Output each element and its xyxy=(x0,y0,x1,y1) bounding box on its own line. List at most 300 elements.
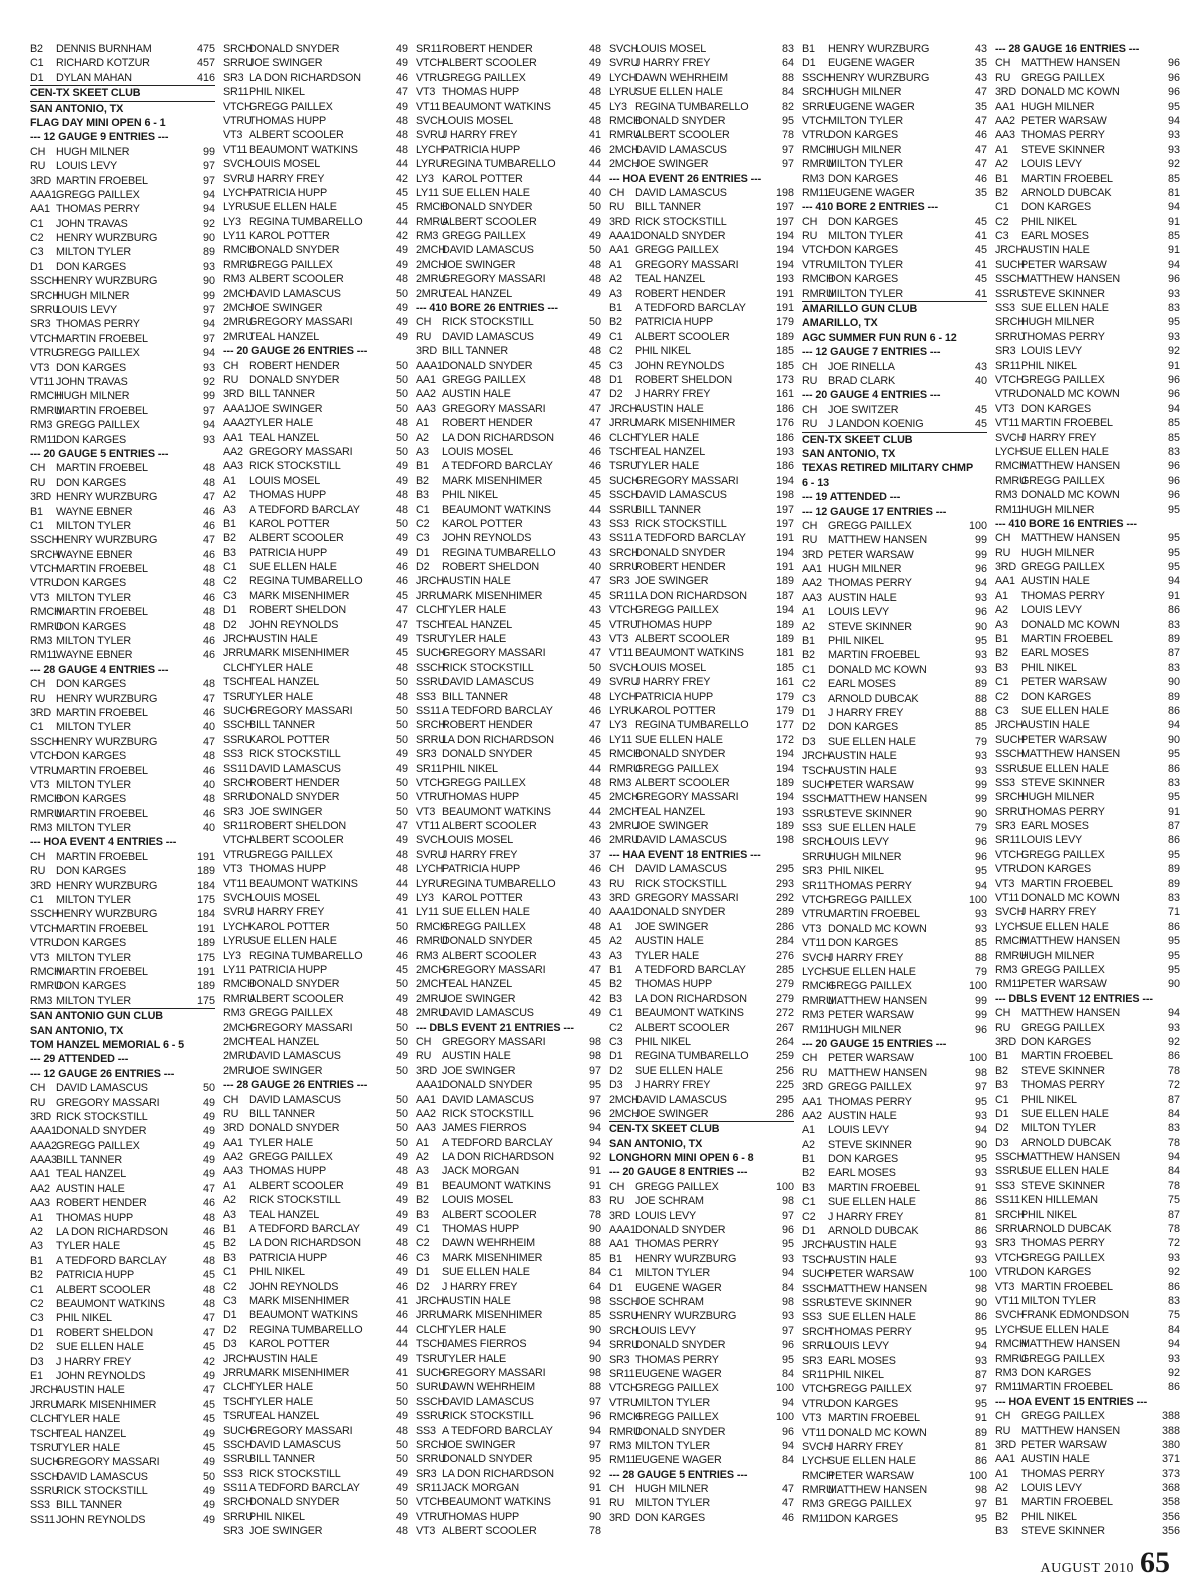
shooter-name: REGINA TUMBARELLO xyxy=(635,100,749,113)
score: 93 xyxy=(1167,1352,1180,1365)
shooter-name: EUGENE WAGER xyxy=(828,57,915,70)
class-code: SS3 xyxy=(802,1311,822,1324)
score: 40 xyxy=(974,374,987,387)
shooter-name: AUSTIN HALE xyxy=(442,575,511,588)
score: 46 xyxy=(202,1226,215,1239)
shooter-name: DONALD SNYDER xyxy=(249,978,340,991)
class-code: RU xyxy=(802,230,818,243)
section-heading: SAN ANTONIO, TX xyxy=(30,102,124,115)
shooter-name: DONALD SNYDER xyxy=(635,546,726,559)
class-code: SVCH xyxy=(609,661,639,674)
shooter-name: AUSTIN HALE xyxy=(442,388,511,401)
score: 45 xyxy=(395,647,408,660)
score: 45 xyxy=(588,489,601,502)
class-code: 3RD xyxy=(995,561,1016,574)
score: 96 xyxy=(974,850,987,863)
class-code: RM11 xyxy=(30,433,58,446)
score: 256 xyxy=(775,1064,794,1077)
score: 86 xyxy=(1167,1381,1180,1394)
result-row xyxy=(30,217,215,231)
result-row xyxy=(223,1395,408,1409)
result-row xyxy=(416,215,601,229)
class-code: VTCH xyxy=(30,563,59,576)
class-code: SSRU xyxy=(995,287,1025,300)
results-column xyxy=(30,42,215,1552)
result-row xyxy=(30,505,215,519)
class-code: VT11 xyxy=(609,647,634,660)
shooter-name: MARK MISENHIMER xyxy=(56,1398,157,1411)
class-code: RU xyxy=(802,374,818,387)
section-heading: --- 20 GAUGE 26 ENTRIES --- xyxy=(223,345,368,358)
shooter-name: HUGH MILNER xyxy=(1021,791,1095,804)
result-row xyxy=(223,1035,408,1049)
result-row xyxy=(30,850,215,864)
shooter-name: PETER WARSAW xyxy=(828,1469,914,1482)
result-row xyxy=(609,1107,794,1122)
score: 98 xyxy=(781,1195,794,1208)
result-row xyxy=(30,1153,215,1167)
result-row xyxy=(995,1467,1180,1481)
result-row xyxy=(609,1223,794,1237)
result-row xyxy=(416,459,601,473)
score: 48 xyxy=(202,1297,215,1310)
result-row xyxy=(802,821,987,835)
result-row xyxy=(609,431,794,445)
shooter-name: THOMAS HUPP xyxy=(249,489,326,502)
score: 49 xyxy=(395,1179,408,1192)
score: 44 xyxy=(395,1323,408,1336)
result-row xyxy=(802,792,987,806)
shooter-name: GREGORY MASSARI xyxy=(56,1096,160,1109)
result-row xyxy=(802,519,987,533)
score: 175 xyxy=(196,994,215,1007)
shooter-name: AUSTIN HALE xyxy=(1021,719,1090,732)
class-code: 3RD xyxy=(609,1511,630,1524)
score: 47 xyxy=(974,114,987,127)
result-row xyxy=(30,1355,215,1369)
score: 48 xyxy=(202,620,215,633)
shooter-name: GREGORY MASSARI xyxy=(442,964,546,976)
class-code: VT11 xyxy=(416,820,441,833)
shooter-name: LOUIS MOSEL xyxy=(442,1194,514,1207)
class-code: SR3 xyxy=(995,820,1016,833)
score: 191 xyxy=(775,287,794,300)
shooter-name: DON KARGES xyxy=(1021,863,1091,876)
result-row xyxy=(416,387,601,401)
score: 89 xyxy=(202,246,215,259)
result-row xyxy=(609,661,794,675)
class-code: RM3 xyxy=(995,964,1018,976)
result-row xyxy=(995,215,1180,229)
shooter-name: GREGG PAILLEX xyxy=(1021,1352,1105,1365)
shooter-name: A TEDFORD BARCLAY xyxy=(249,1482,360,1495)
class-code: B1 xyxy=(995,1496,1008,1509)
shooter-name: HENRY WURZBURG xyxy=(635,1310,737,1323)
shooter-name: MARTIN FROEBEL xyxy=(56,706,148,719)
shooter-name: J HARRY FREY xyxy=(56,1355,132,1368)
score: 90 xyxy=(202,275,215,288)
shooter-name: KAROL POTTER xyxy=(249,1338,330,1351)
score: 48 xyxy=(588,776,601,789)
score: 93 xyxy=(974,750,987,763)
score: 48 xyxy=(395,1237,408,1250)
result-row xyxy=(223,402,408,416)
shooter-name: RICK STOCKSTILL xyxy=(56,1110,148,1123)
shooter-name: DAVID LAMASCUS xyxy=(635,186,727,199)
score: 35 xyxy=(974,186,987,199)
class-code: RMRU xyxy=(995,1352,1027,1365)
shooter-name: GREGORY MASSARI xyxy=(635,791,739,804)
class-code: C1 xyxy=(223,561,237,574)
shooter-name: FRANK EDMONDSON xyxy=(1021,1309,1129,1322)
shooter-name: ALBERT SCOOLER xyxy=(249,1179,344,1192)
shooter-name: MATTHEW HANSEN xyxy=(1021,748,1120,761)
shooter-name: DONALD SNYDER xyxy=(442,748,533,761)
section-heading: --- HAA EVENT 18 ENTRIES --- xyxy=(609,848,761,861)
result-row xyxy=(995,488,1180,502)
class-code: SS3 xyxy=(416,690,436,703)
result-row xyxy=(223,157,408,171)
score: 98 xyxy=(588,1294,601,1307)
shooter-name: LOUIS LEVY xyxy=(56,304,118,317)
score: 40 xyxy=(588,561,601,574)
class-code: B2 xyxy=(609,316,622,329)
class-code: RMCH xyxy=(995,1338,1027,1351)
shooter-name: LOUIS LEVY xyxy=(828,1340,890,1353)
result-row xyxy=(995,359,1180,373)
result-row xyxy=(609,85,794,99)
results-column xyxy=(416,42,601,1552)
shooter-name: PATRICIA HUPP xyxy=(442,863,520,876)
class-code: VTCH xyxy=(802,894,831,907)
result-row xyxy=(802,706,987,720)
class-code: AA3 xyxy=(802,591,822,604)
score: 49 xyxy=(202,1456,215,1469)
class-code: SVCH xyxy=(416,114,446,127)
shooter-name: TEAL HANZEL xyxy=(249,431,319,444)
result-row xyxy=(609,1295,794,1309)
class-code: A2 xyxy=(995,1482,1008,1495)
score: 49 xyxy=(202,1369,215,1382)
result-row xyxy=(995,258,1180,272)
result-row xyxy=(223,172,408,186)
shooter-name: HUGH MILNER xyxy=(828,1023,902,1036)
score: 49 xyxy=(395,302,408,315)
class-code: RM3 xyxy=(995,489,1018,502)
class-code: C1 xyxy=(609,330,623,343)
shooter-name: PATRICIA HUPP xyxy=(442,143,520,156)
class-code: RM11 xyxy=(30,649,58,662)
score: 46 xyxy=(202,1197,215,1210)
shooter-name: TEAL HANZEL xyxy=(56,1427,126,1440)
section-heading: --- 410 BORE 16 ENTRIES --- xyxy=(995,517,1137,530)
class-code: RMCH xyxy=(223,978,255,991)
shooter-name: AUSTIN HALE xyxy=(56,1182,125,1195)
class-code: AA3 xyxy=(223,460,243,473)
shooter-name: TEAL HANZEL xyxy=(249,1035,319,1048)
score: 50 xyxy=(588,201,601,214)
result-row xyxy=(416,1006,601,1020)
shooter-name: PHIL NIKEL xyxy=(249,86,305,99)
result-row xyxy=(609,1439,794,1453)
result-row xyxy=(802,229,987,243)
result-row xyxy=(416,1280,601,1294)
shooter-name: BILL TANNER xyxy=(56,1499,123,1512)
score: 49 xyxy=(395,1266,408,1279)
shooter-name: MARK MISENHIMER xyxy=(635,417,736,430)
result-row xyxy=(30,476,215,490)
class-code: 3RD xyxy=(416,345,437,358)
shooter-name: REGINA TUMBARELLO xyxy=(442,546,556,559)
shooter-name: PHIL NIKEL xyxy=(1021,1510,1077,1523)
result-row xyxy=(30,1239,215,1253)
score: 89 xyxy=(1167,690,1180,703)
class-code: CH xyxy=(995,1410,1011,1423)
result-row xyxy=(609,718,794,732)
result-row xyxy=(995,1409,1180,1423)
result-row xyxy=(416,1222,601,1236)
score: 72 xyxy=(1167,1237,1180,1250)
section-heading: CEN-TX SKEET CLUB xyxy=(30,86,215,101)
score: 100 xyxy=(968,519,987,532)
shooter-name: MILTON TYLER xyxy=(828,258,903,271)
score: 95 xyxy=(1167,748,1180,761)
result-row xyxy=(416,1136,601,1150)
class-code: 2MRU xyxy=(416,992,446,1005)
result-row xyxy=(223,920,408,934)
score: 89 xyxy=(974,1426,987,1439)
class-code: D1 xyxy=(802,1225,816,1238)
shooter-name: THOMAS PERRY xyxy=(56,318,140,331)
score: 43 xyxy=(588,604,601,617)
result-row xyxy=(416,560,601,574)
score: 95 xyxy=(781,1238,794,1251)
shooter-name: RICK STOCKSTILL xyxy=(56,1485,148,1498)
class-code: SSRU xyxy=(802,1296,832,1309)
score: 49 xyxy=(395,748,408,761)
result-row xyxy=(802,1382,987,1396)
score: 93 xyxy=(974,591,987,604)
score: 50 xyxy=(395,1381,408,1394)
score: 43 xyxy=(588,892,601,905)
score: 85 xyxy=(974,937,987,950)
result-row xyxy=(416,1251,601,1265)
score: 49 xyxy=(395,316,408,329)
shooter-name: STEVE SKINNER xyxy=(828,1138,912,1151)
score: 96 xyxy=(588,1107,601,1120)
result-row xyxy=(416,445,601,459)
shooter-name: ROBERT SHELDON xyxy=(249,820,346,833)
result-row xyxy=(995,1265,1180,1279)
section-heading: TEXAS RETIRED MILITARY CHMP xyxy=(802,462,974,475)
result-row xyxy=(995,733,1180,747)
shooter-name: JAMES FIERROS xyxy=(442,1338,527,1351)
class-code: SSRU xyxy=(802,807,832,820)
shooter-name: MILTON TYLER xyxy=(56,635,131,648)
score: 93 xyxy=(974,1253,987,1266)
score: 47 xyxy=(781,1497,794,1510)
result-row xyxy=(30,562,215,576)
shooter-name: DAVID LAMASCUS xyxy=(635,143,727,156)
score: 99 xyxy=(974,1009,987,1022)
class-code: C1 xyxy=(30,721,44,734)
score: 47 xyxy=(202,735,215,748)
score: 49 xyxy=(588,215,601,228)
section-heading: FLAG DAY MINI OPEN 6 - 1 xyxy=(30,116,166,129)
result-row xyxy=(416,488,601,502)
class-code: SRCH xyxy=(609,1324,639,1337)
score: 84 xyxy=(1167,1323,1180,1336)
score: 94 xyxy=(588,1122,601,1135)
result-row xyxy=(802,1368,987,1382)
shooter-name: ROBERT SHELDON xyxy=(56,1326,153,1339)
section-heading: LONGHORN MINI OPEN 6 - 8 xyxy=(609,1152,754,1165)
class-code: 3RD xyxy=(995,1035,1016,1048)
shooter-name: ALBERT SCOOLER xyxy=(442,949,537,962)
class-code: VTCH xyxy=(609,604,638,617)
shooter-name: MATTHEW HANSEN xyxy=(828,994,927,1007)
shooter-name: AUSTIN HALE xyxy=(56,1384,125,1397)
class-code: CLCH xyxy=(223,661,252,674)
result-row xyxy=(30,274,215,288)
score: 92 xyxy=(202,217,215,230)
class-code: D1 xyxy=(995,1107,1009,1120)
shooter-name: DYLAN MAHAN xyxy=(56,71,132,84)
result-row xyxy=(995,474,1180,488)
shooter-name: HUGH MILNER xyxy=(828,143,902,156)
shooter-name: TYLER HALE xyxy=(635,431,700,444)
score: 189 xyxy=(196,865,215,878)
score: 83 xyxy=(1167,776,1180,789)
result-row xyxy=(995,905,1180,919)
class-code: CH xyxy=(416,316,432,329)
score: 86 xyxy=(1167,762,1180,775)
result-row xyxy=(802,1411,987,1425)
result-row xyxy=(609,1453,794,1467)
shooter-name: A TEDFORD BARCLAY xyxy=(249,503,360,516)
shooter-name: TEAL HANZEL xyxy=(249,676,319,689)
score: 93 xyxy=(1167,143,1180,156)
result-row xyxy=(802,374,987,388)
score: 43 xyxy=(588,633,601,646)
section-heading: --- 410 BORE 2 ENTRIES --- xyxy=(802,201,938,214)
result-row xyxy=(995,891,1180,905)
score: 46 xyxy=(202,591,215,604)
score: 46 xyxy=(588,143,601,156)
result-row xyxy=(223,215,408,229)
score: 47 xyxy=(974,86,987,99)
class-code: B3 xyxy=(995,661,1008,674)
result-row xyxy=(802,1123,987,1137)
result-row xyxy=(223,229,408,243)
result-row xyxy=(416,1093,601,1107)
score: 44 xyxy=(395,1338,408,1351)
class-code: A1 xyxy=(223,1179,236,1192)
class-code: SUCH xyxy=(223,704,253,717)
score: 98 xyxy=(781,1295,794,1308)
class-code: 3RD xyxy=(30,1110,51,1123)
class-code: B1 xyxy=(30,1254,43,1267)
shooter-name: PATRICIA HUPP xyxy=(56,1269,134,1282)
result-row xyxy=(30,159,215,173)
class-code: AAA2 xyxy=(30,1139,57,1152)
class-code: CH xyxy=(30,1082,46,1095)
score: 98 xyxy=(588,1035,601,1048)
shooter-name: MATTHEW HANSEN xyxy=(1021,1424,1120,1437)
class-code: B1 xyxy=(995,633,1008,646)
class-code: RMRU xyxy=(30,980,62,993)
section-heading: SAN ANTONIO, TX xyxy=(30,1024,124,1037)
shooter-name: AUSTIN HALE xyxy=(442,1294,511,1307)
result-row xyxy=(30,979,215,993)
result-row xyxy=(802,979,987,993)
result-row xyxy=(609,143,794,157)
class-code: C2 xyxy=(802,678,816,691)
class-code: B2 xyxy=(995,186,1008,199)
shooter-name: WAYNE EBNER xyxy=(56,505,133,518)
result-row xyxy=(609,603,794,617)
result-row xyxy=(223,1380,408,1394)
class-code: SRRU xyxy=(609,561,639,574)
score: 83 xyxy=(781,43,794,55)
result-row xyxy=(609,1252,794,1266)
score: 50 xyxy=(395,719,408,732)
shooter-name: J HARRY FREY xyxy=(828,951,904,964)
class-code: VTCH xyxy=(995,373,1024,386)
result-row xyxy=(609,560,794,574)
shooter-name: TYLER HALE xyxy=(249,690,314,703)
result-row xyxy=(223,1093,408,1107)
score: 94 xyxy=(974,879,987,892)
class-code: 2MCH xyxy=(416,978,446,991)
score: 176 xyxy=(775,417,794,430)
score: 175 xyxy=(196,951,215,964)
shooter-name: J HARRY FREY xyxy=(442,129,518,142)
class-code: JRCH xyxy=(802,750,830,763)
class-code: SRCH xyxy=(995,791,1025,804)
class-code: VTCH xyxy=(416,57,445,70)
result-row xyxy=(995,862,1180,876)
class-code: LY3 xyxy=(223,215,241,228)
class-code: SRRU xyxy=(995,1223,1025,1236)
class-code: 2MCH xyxy=(416,244,446,257)
result-row xyxy=(30,145,215,159)
class-code: RU xyxy=(30,1096,46,1109)
result-row xyxy=(416,1078,601,1092)
shooter-name: DONALD SNYDER xyxy=(635,114,726,127)
class-code: RM3 xyxy=(30,635,53,648)
shooter-name: JOE SWINGER xyxy=(249,805,323,818)
class-code: LYCH xyxy=(802,966,830,978)
result-row xyxy=(223,1438,408,1452)
class-code: AAA1 xyxy=(609,230,636,243)
class-code: RM3 xyxy=(609,1439,632,1452)
class-code: RU xyxy=(223,1107,239,1120)
shooter-name: DON KARGES xyxy=(828,1153,898,1166)
shooter-name: J HARRY FREY xyxy=(635,1079,711,1092)
result-row xyxy=(609,215,794,229)
result-row xyxy=(223,862,408,876)
class-code: D1 xyxy=(416,1266,430,1279)
score: 189 xyxy=(775,820,794,833)
class-code: D1 xyxy=(223,1309,237,1322)
shooter-name: ROBERT HENDER xyxy=(249,359,340,372)
class-code: SR11 xyxy=(223,86,249,99)
score: 88 xyxy=(974,951,987,964)
score: 47 xyxy=(588,388,601,401)
result-row xyxy=(995,977,1180,991)
result-row xyxy=(416,920,601,934)
